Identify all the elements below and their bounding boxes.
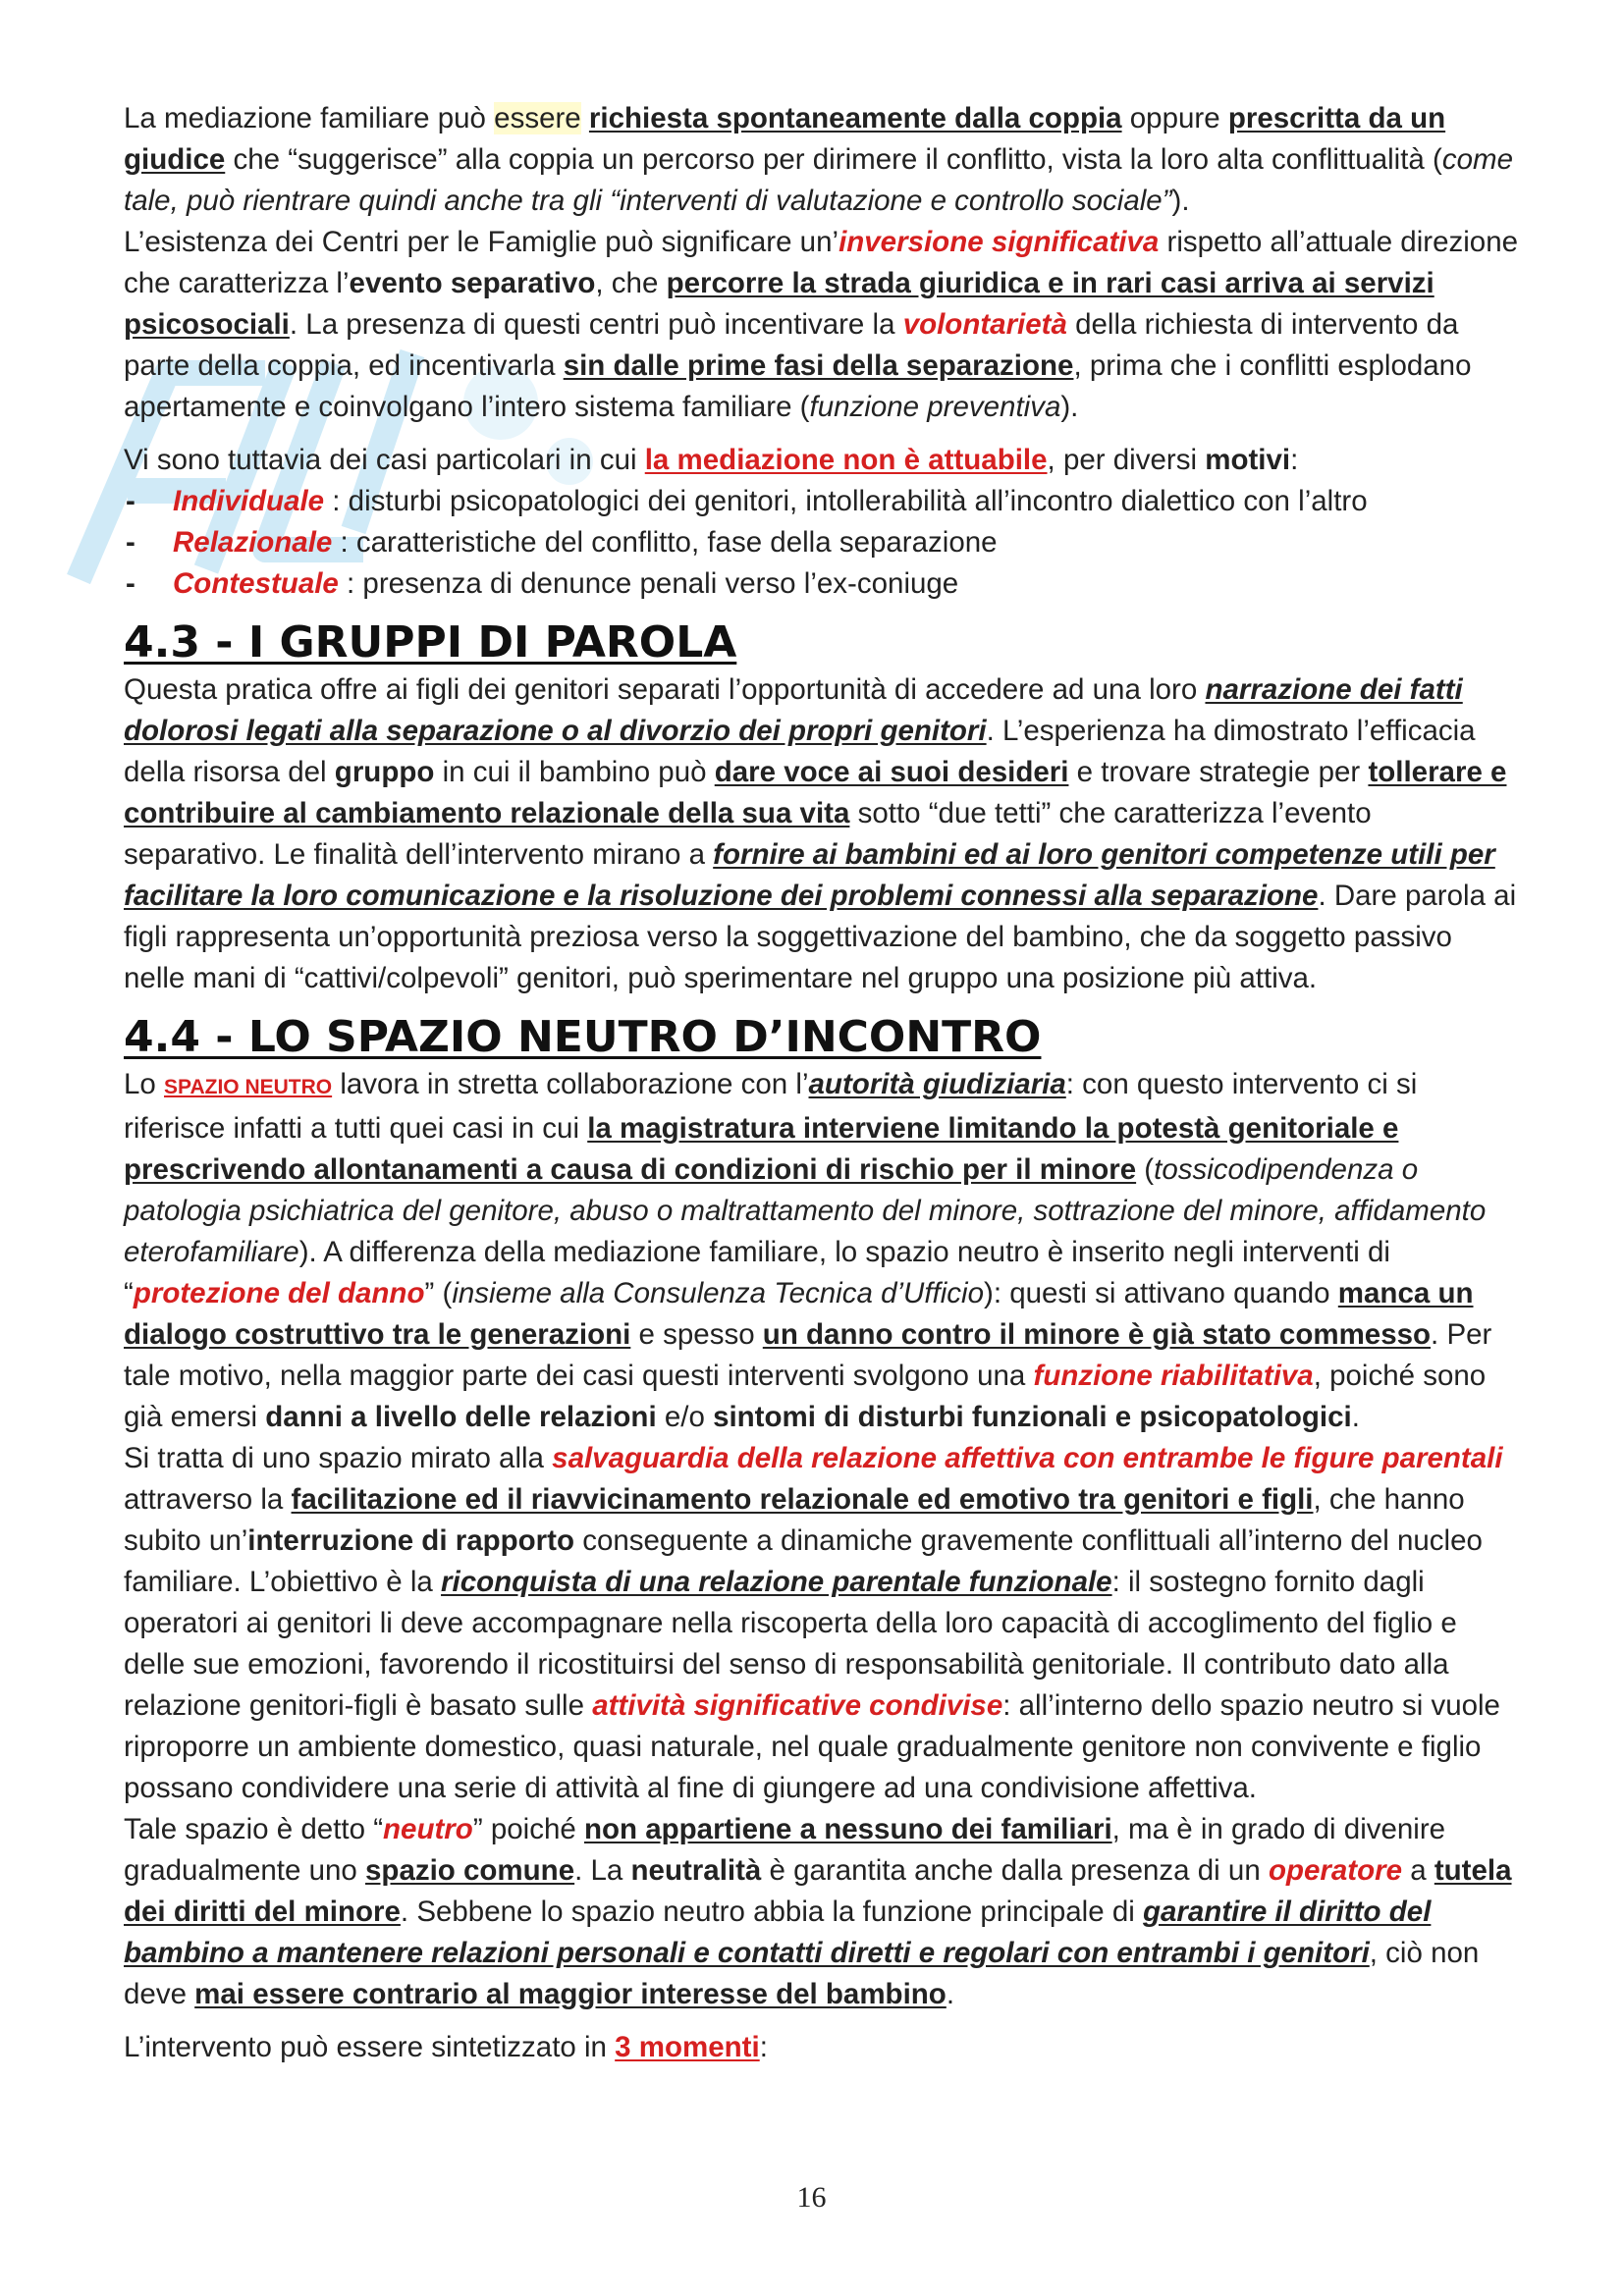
paragraph-mediazione: La mediazione familiare può essere richiesta spontaneamente dalla coppia oppure prescritta da un giudice che “suggerisce” alla coppia un percorso per dirimere il conflitto, vista la loro alta conflittualità (come tale, può rientrare quindi anche tra gli “interventi di valutazione e controllo sociale”). — [124, 102, 1513, 217]
list-item: - Relazionale : caratteristiche del conflitto, fase della separazione — [124, 522, 1518, 563]
list-item: - Individuale : disturbi psicopatologici dei genitori, intollerabilità all’incontro dialettico con l’altro — [124, 481, 1518, 522]
page-number: 16 — [796, 2181, 827, 2214]
list-item: - Contestuale : presenza di denunce penali verso l’ex-coniuge — [124, 563, 1518, 605]
heading-gruppi-di-parola: 4.3 - I GRUPPI DI PAROLA — [124, 617, 737, 667]
paragraph-casi-particolari: Vi sono tuttavia dei casi particolari in cui la mediazione non è attuabile, per diversi motivi: — [124, 444, 1299, 476]
motivi-list — [124, 481, 1518, 605]
paragraph-spazio-neutro-neutralita: Tale spazio è detto “neutro” poiché non appartiene a nessuno dei familiari, ma è in grado di divenire gradualmente uno spazio comune. La neutralità è garantita anche dalla presenza di un operatore a tutela dei diritti del minore. Sebbene lo spazio neutro abbia la funzione principale di garantire il diritto del bambino a mantenere relazioni personali e contatti diretti e regolari con entrambi i genitori, ciò non deve mai essere contrario al maggior interesse del bambino. — [124, 1813, 1512, 2010]
paragraph-spazio-neutro-intro: Lo SPAZIO NEUTRO lavora in stretta collaborazione con l’autorità giudiziaria: con questo intervento ci si riferisce infatti a tutti quei casi in cui la magistratura interviene limitando la potestà genitoriale e prescrivendo allontanamenti a causa di condizioni di rischio per il minore (tossicodipendenza o patologia psichiatrica del genitore, abuso o maltrattamento del minore, sottrazione del minore, affidamento eterofamiliare). A differenza della mediazione familiare, lo spazio neutro è inserito negli interventi di “protezione del danno” (insieme alla Consulenza Tecnica d’Ufficio): questi si attivano quando manca un dialogo costruttivo tra le generazioni e spesso un danno contro il minore è già stato commesso. Per tale motivo, nella maggior parte dei casi questi interventi svolgono una funzione riabilitativa, poiché sono già emersi danni a livello delle relazioni e/o sintomi di disturbi funzionali e psicopatologici. — [124, 1068, 1492, 1433]
paragraph-centri-famiglie: L’esistenza dei Centri per le Famiglie può significare un’inversione significativa rispetto all’attuale direzione che caratterizza l’evento separativo, che percorre la strada giuridica e in rari casi arriva ai servizi psicosociali. La presenza di questi centri può incentivare la volontarietà della richiesta di intervento da parte della coppia, ed incentivarla sin dalle prime fasi della separazione, prima che i conflitti esplodano apertamente e coinvolgano l’intero sistema familiare (funzione preventiva). — [124, 226, 1519, 423]
paragraph-spazio-neutro-obiettivo: Si tratta di uno spazio mirato alla salvaguardia della relazione affettiva con entrambe le figure parentali attraverso la facilitazione ed il riavvicinamento relazionale ed emotivo tra genitori e figli, che hanno subito un’interruzione di rapporto conseguente a dinamiche gravemente conflittuali all’interno del nucleo familiare. L’obiettivo è la riconquista di una relazione parentale funzionale: il sostegno fornito dagli operatori ai genitori li deve accompagnare nella riscoperta della loro capacità di accoglimento del figlio e delle sue emozioni, favorendo il ricostituirsi del senso di responsabilità genitoriale. Il contributo dato alla relazione genitori-figli è basato sulle attività significative condivise: all’interno dello spazio neutro si vuole riproporre un ambiente domestico, quasi naturale, nel quale gradualmente genitore non convivente e figlio possano condividere una serie di attività al fine di giungere ad una condivisione affettiva. — [124, 1442, 1503, 1804]
paragraph-gruppi-di-parola: Questa pratica offre ai figli dei genitori separati l’opportunità di accedere ad una loro narrazione dei fatti dolorosi legati alla separazione o al divorzio dei propri genitori. L’esperienza ha dimostrato l’efficacia della risorsa del gruppo in cui il bambino può dare voce ai suoi desideri e trovare strategie per tollerare e contribuire al cambiamento relazionale della sua vita sotto “due tetti” che caratterizza l’evento separativo. Le finalità dell’intervento mirano a fornire ai bambini ed ai loro genitori competenze utili per facilitare la loro comunicazione e la risoluzione dei problemi connessi alla separazione. Dare parola ai figli rappresenta un’opportunità preziosa verso la soggettivazione del bambino, che da soggetto passivo nelle mani di “cattivi/colpevoli” genitori, può sperimentare nel gruppo una posizione più attiva. — [124, 673, 1517, 994]
heading-spazio-neutro: 4.4 - LO SPAZIO NEUTRO D’INCONTRO — [124, 1012, 1042, 1062]
paragraph-momenti: L’intervento può essere sintetizzato in 3 momenti: — [124, 2031, 768, 2063]
